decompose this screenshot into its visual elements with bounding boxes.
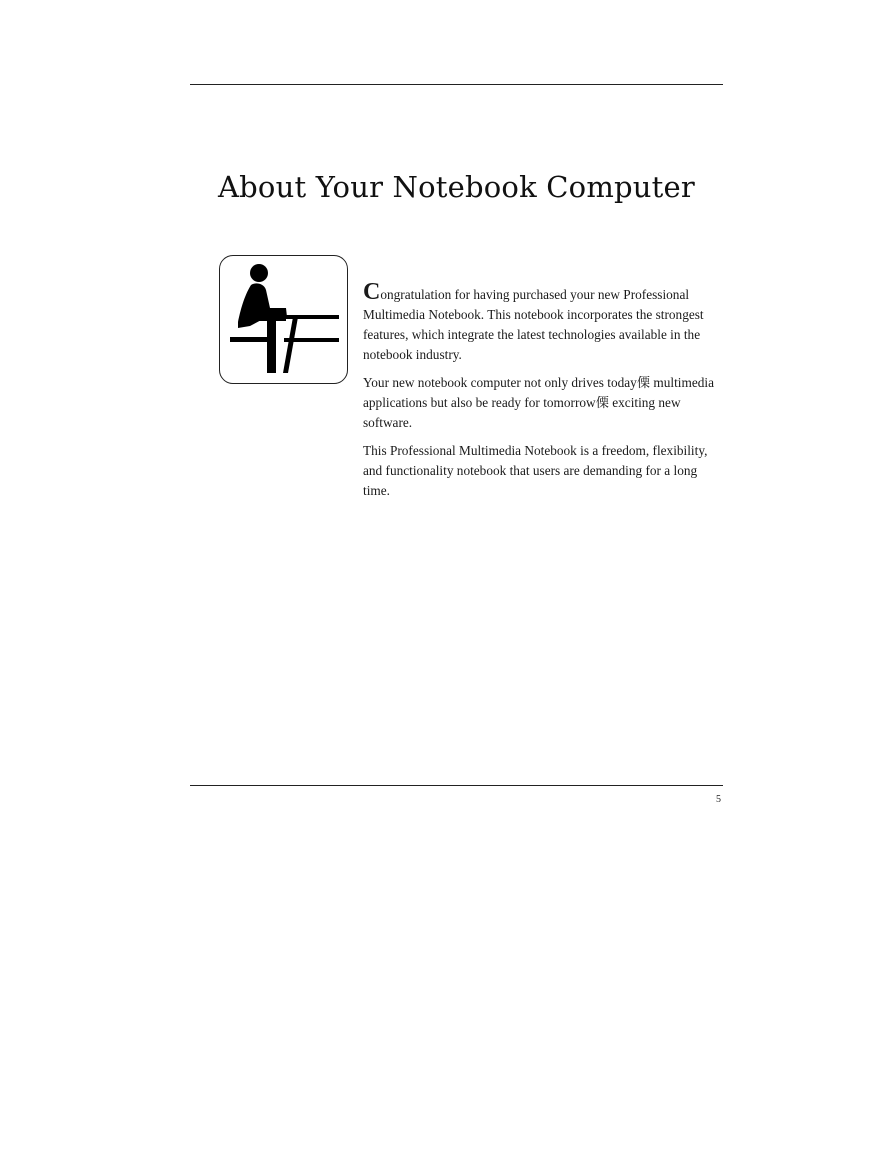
page-number: 5 bbox=[716, 794, 721, 805]
person-at-desk-icon bbox=[219, 255, 348, 384]
paragraph-applications: Your new notebook computer not only drives today傈 multimedia applications but also be ready for tomorrow傈 exciting new software. bbox=[363, 375, 714, 430]
header-rule bbox=[190, 84, 723, 85]
footer-rule bbox=[190, 785, 723, 786]
page-title: About Your Notebook Computer bbox=[218, 170, 695, 204]
intro-text bbox=[363, 279, 723, 509]
paragraph-1-text: ongratulation for having purchased your new Professional Multimedia Notebook. This notebook incorporates the strongest features, which integrate the latest technologies available in the notebook industry. bbox=[363, 287, 704, 362]
drop-cap: C bbox=[363, 279, 381, 305]
paragraph-freedom: This Professional Multimedia Notebook is a freedom, flexibility, and functionality notebook that users are demanding for a long time. bbox=[363, 443, 708, 498]
paragraph-congratulation bbox=[363, 279, 723, 365]
